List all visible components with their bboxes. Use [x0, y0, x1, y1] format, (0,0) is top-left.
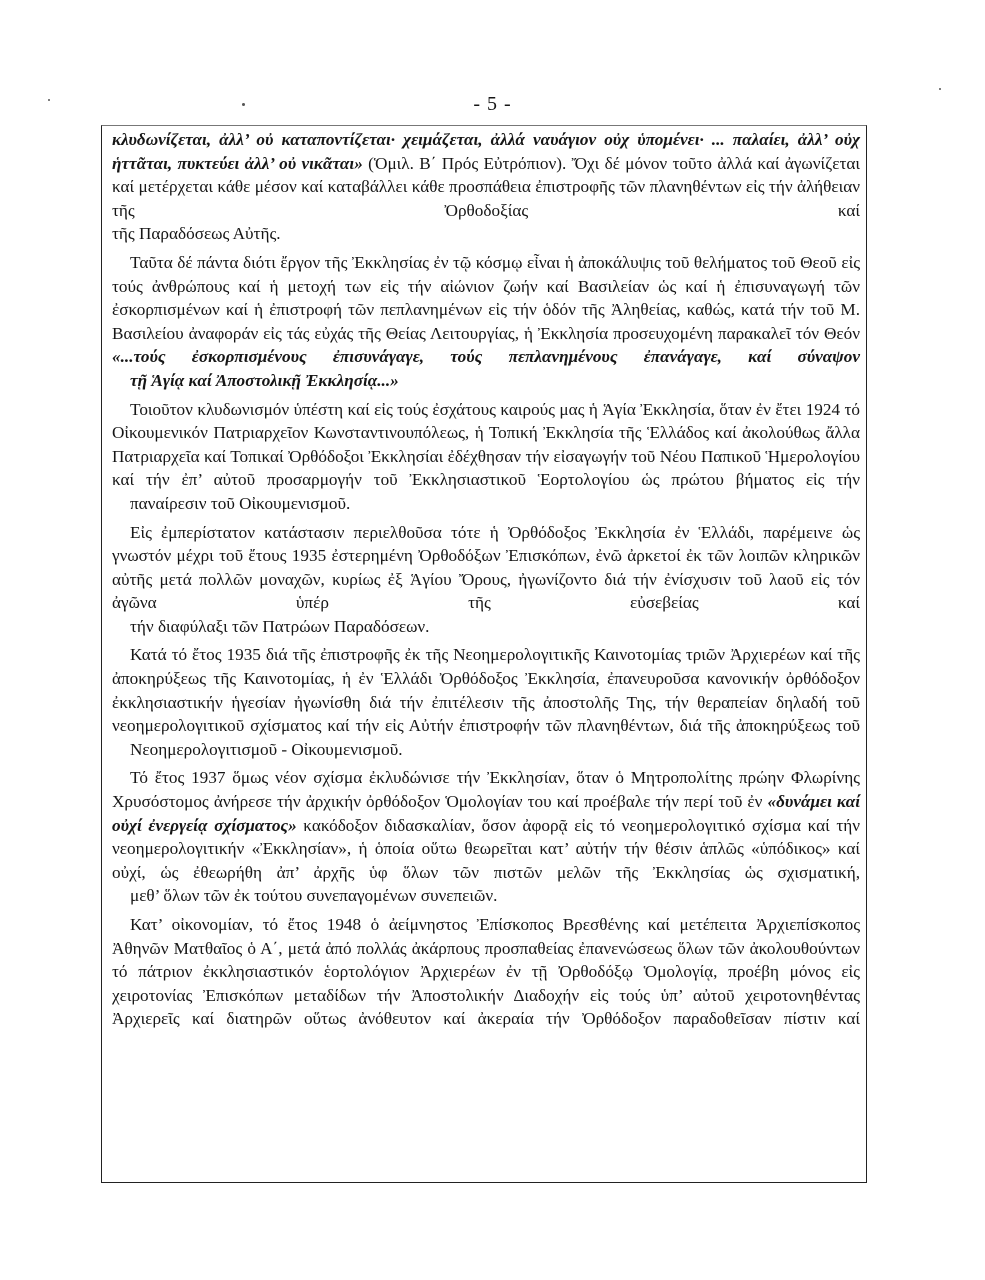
- paragraph-last-line: Νεοημερολογιτισμοῦ - Οἰκουμενισμοῦ.: [130, 739, 403, 759]
- scan-speck: [48, 99, 50, 101]
- paragraph-text: Κατ’ οἰκονομίαν, τό ἔτος 1948 ὁ ἀείμνηστος Ἐπίσκοπος Βρεσθένης καί μετέπειτα Ἀρχιεπίσκοπος Ἀθηνῶν Ματθαῖος ὁ Α΄, μετά ἀπό πολλάς ἀκάρπους προσπαθείας ἐπανενώσεως ὅλων τῶν ἀκολουθούντων τό πάτριον ἐκκλησιαστικόν ἑορτολόγιον Ἀρχιερέων ἐν τῇ Ὀρθοδόξῳ Ὁμολογίᾳ, προέβη μόνος εἰς χειροτονίας Ἐπισκόπων μεταδίδων τήν Ἀποστολικήν Διαδοχήν εἰς τούς ὑπ’ αὐτοῦ χειροτονηθέντας Ἀρχιερεῖς καί διατηρῶν οὕτως ἀνόθευτον καί ἀκεραία τήν Ὀρθόδοξον παραδοθεῖσαν πίστιν καί: [112, 915, 860, 1029]
- paragraph-1: [112, 128, 860, 246]
- paragraph-6: [112, 766, 860, 908]
- paragraph-2: [112, 251, 860, 393]
- paragraph-7: [112, 913, 860, 1031]
- paragraph-text: Κατά τό ἔτος 1935 διά τῆς ἐπιστροφῆς ἐκ τῆς Νεοημερολογιτικῆς Καινοτομίας τριῶν Ἀρχιερέων καί τῆς ἀποκηρύξεως τῆς Καινοτομίας, ἡ ἐν Ἑλλάδι Ὀρθόδοξος Ἐκκλησία, ἐπανευροῦσα κανονικήν ὀρθόδοξον ἐκκλησιαστικήν ἡγεσίαν ἠγωνίσθη διά τήν ἐπιτέλεσιν τῆς ἀποστολῆς Της, τήν θεραπείαν δηλαδή τοῦ νεοημερολογιτικοῦ σχίσματος καί τήν εἰς Αὐτήν ἐπιστροφήν τῶν πλανηθέντων, διά τῆς ἀποκηρύξεως τοῦ: [112, 645, 860, 736]
- paragraph-5: [112, 643, 860, 761]
- paragraph-text: κακόδοξον διδασκαλίαν, ὅσον ἀφορᾷ εἰς τό νεοημερολογιτικό σχίσμα καί τήν νεοημερολογιτικήν «Ἐκκλησίαν», ἡ ὁποία οὕτω θεωρεῖται κατ’ αὐτήν τήν θέσιν ἁπλῶς «ὑπόδικος» καί οὐχί, ὡς ἐθεωρήθη ἀπ’ ἀρχῆς ὑφ ὅλων τῶν πιστῶν μελῶν τῆς Ἐκκλησίας ὡς σχισματική,: [112, 815, 860, 882]
- scan-speck: [939, 88, 941, 90]
- paragraph-text: (Ὁμιλ. Β΄ Πρός Εὐτρόπιον). Ὄχι δέ μόνον τοῦτο ἀλλά καί ἀγωνίζεται καί μετέρχεται κάθε μέσον καί καταβάλλει κάθε προσπάθεια ἐπιστροφῆς τῶν πλανηθέντων εἰς τήν ἀλήθειαν τῆς Ὀρθοδοξίας καί: [112, 153, 860, 220]
- body-text: [112, 128, 860, 1031]
- paragraph-text: Ταῦτα δέ πάντα διότι ἔργον τῆς Ἐκκλησίας ἐν τῷ κόσμῳ εἶναι ἡ ἀποκάλυψις τοῦ θελήματος τοῦ Θεοῦ εἰς τούς ἀνθρώπους καί ἡ μετοχή των εἰς τήν αἰώνιον ζωήν καί Βασιλείαν ὡς καί ἡ ἐπισυναγωγή τῶν ἐσκορπισμένων καί ἡ ἐπιστροφή τῶν πεπλανημένων εἰς τήν ὁδόν τῆς Ἀληθείας, καθώς, κατά τήν τοῦ Μ. Βασιλείου ἀναφοράν εἰς τάς εὐχάς τῆς Θείας Λειτουργίας, ἡ Ἐκκλησία προσευχομένη παρακαλεῖ τόν Θεόν: [112, 252, 860, 343]
- paragraph-last-line: τῇ Ἁγίᾳ καί Ἀποστολικῇ Ἐκκλησίᾳ...»: [130, 370, 399, 390]
- page-number: - 5 -: [473, 93, 512, 115]
- paragraph-text: Τό ἔτος 1937 ὅμως νέον σχίσμα ἐκλυδώνισε τήν Ἐκκλησίαν, ὅταν ὁ Μητροπολίτης πρώην Φλωρίνης Χρυσόστομος ἀνήρεσε τήν ἀρχικήν ὀρθόδοξον Ὁμολογίαν του καί προέβαλε τήν περί τοῦ ἐν: [112, 768, 860, 812]
- quote-emphasis: «δυνάμει καί οὐχί ἐνεργείᾳ σχίσματος»: [112, 792, 860, 835]
- paragraph-text: Εἰς ἐμπερίστατον κατάστασιν περιελθοῦσα τότε ἡ Ὀρθόδοξος Ἐκκλησία ἐν Ἑλλάδι, παρέμεινε ὡς γνωστόν μέχρι τοῦ ἔτους 1935 ἐστερημένη Ὀρθοδόξων Ἐπισκόπων, ἐνῶ ἀρκετοί ἐκ τῶν λοιπῶν κληρικῶν αὐτῆς μετά πολλῶν μοναχῶν, κυρίως ἐξ Ἁγίου Ὄρους, ἠγωνίζοντο διά τήν ἐνίσχυσιν τοῦ λαοῦ εἰς τόν ἀγῶνα ὑπέρ τῆς εὐσεβείας καί: [112, 522, 860, 613]
- paragraph-last-line: μεθ’ ὅλων τῶν ἐκ τούτου συνεπαγομένων συνεπειῶν.: [130, 886, 498, 906]
- quote-emphasis: κλυδωνίζεται, ἀλλ’ οὐ καταποντίζεται· χειμάζεται, ἀλλά ναυάγιον οὐχ ὑπομένει· ... παλαίει, ἀλλ’ οὐχ ἡττᾶται, πυκτεύει ἀλλ’ οὐ νικᾶται»: [112, 130, 860, 173]
- paragraph-4: [112, 521, 860, 639]
- paragraph-text: Τοιοῦτον κλυδωνισμόν ὑπέστη καί εἰς τούς ἐσχάτους καιρούς μας ἡ Ἁγία Ἐκκλησία, ὅταν ἐν ἔτει 1924 τό Οἰκουμενικόν Πατριαρχεῖον Κωνσταντινουπόλεως, ἡ Τοπική Ἐκκλησία τῆς Ἑλλάδος καί ἀκολούθως ἄλλα Πατριαρχεῖα καί Τοπικαί Ὀρθόδοξοι Ἐκκλησίαι ἐδέχθησαν τήν εἰσαγωγήν τοῦ Νέου Παπικοῦ Ἡμερολογίου καί τήν ἐπ’ αὐτοῦ προσαρμογήν τοῦ Ἐκκλησιαστικοῦ Ἑορτολογίου ὡς πρώτου βήματος εἰς τήν: [112, 399, 860, 490]
- quote-emphasis: «...τούς ἐσκορπισμένους ἐπισυνάγαγε, τούς πεπλανημένους ἐπανάγαγε, καί σύναψον: [112, 347, 860, 367]
- paragraph-last-line: τήν διαφύλαξι τῶν Πατρώων Παραδόσεων.: [130, 616, 430, 636]
- paragraph-last-line: παναίρεσιν τοῦ Οἰκουμενισμοῦ.: [130, 493, 351, 513]
- paragraph-last-line: τῆς Παραδόσεως Αὐτῆς.: [112, 224, 281, 244]
- paragraph-3: [112, 398, 860, 516]
- scan-speck: [242, 103, 245, 106]
